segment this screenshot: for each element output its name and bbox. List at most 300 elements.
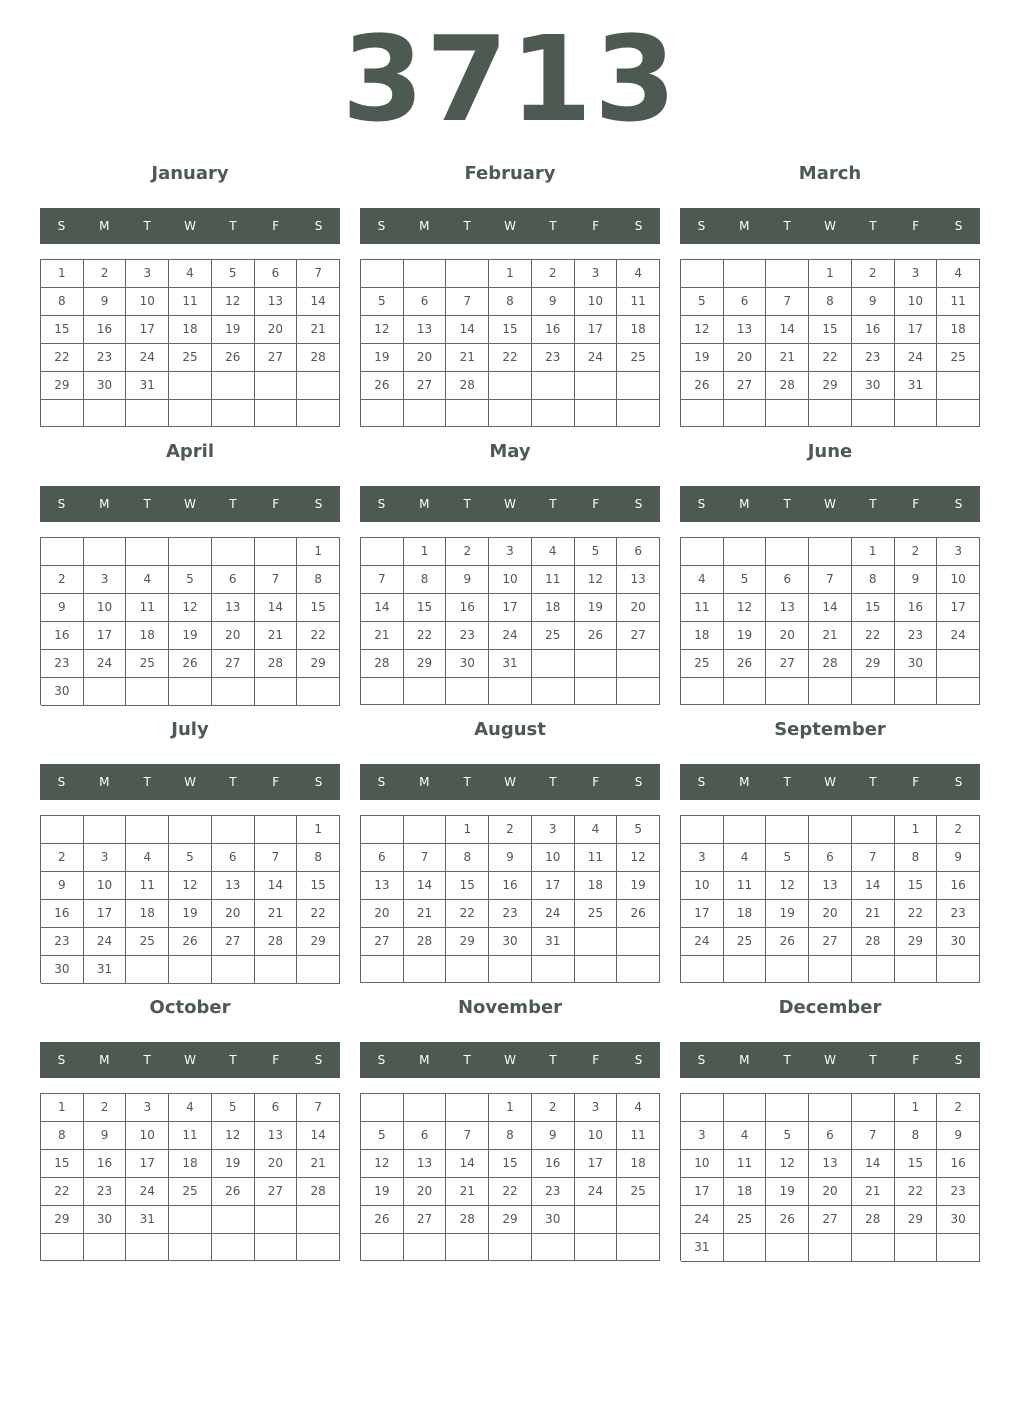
day-cell: 23 <box>84 1178 127 1206</box>
day-cell: 20 <box>809 1178 852 1206</box>
weekday-label: F <box>912 775 920 789</box>
day-cell: 23 <box>446 622 489 650</box>
day-cell: 21 <box>404 900 447 928</box>
day-cell: 2 <box>41 844 84 872</box>
empty-day-cell <box>809 400 852 427</box>
month-name: March <box>798 163 862 184</box>
day-cell: 28 <box>809 650 852 678</box>
weekday-label: F <box>592 1053 600 1067</box>
day-cell: 26 <box>681 372 724 400</box>
day-cell: 11 <box>681 594 724 622</box>
day-cell: 3 <box>575 1094 618 1122</box>
weekday-label: S <box>314 1053 323 1067</box>
day-cell: 19 <box>361 344 404 372</box>
day-grid <box>40 1093 340 1261</box>
day-grid <box>360 537 660 705</box>
day-cell: 7 <box>766 288 809 316</box>
day-cell: 10 <box>84 872 127 900</box>
empty-day-cell <box>446 400 489 427</box>
weekday-label: M <box>99 775 110 789</box>
day-cell: 17 <box>681 1178 724 1206</box>
day-cell: 15 <box>489 316 532 344</box>
day-cell: 22 <box>895 900 938 928</box>
day-cell: 9 <box>446 566 489 594</box>
empty-day-cell <box>169 1234 212 1261</box>
day-cell: 14 <box>297 288 340 316</box>
day-cell: 1 <box>489 1094 532 1122</box>
weekday-label: F <box>912 1053 920 1067</box>
weekday-label: M <box>739 775 750 789</box>
empty-day-cell <box>724 260 767 288</box>
day-cell: 2 <box>84 260 127 288</box>
day-cell: 15 <box>809 316 852 344</box>
day-cell: 9 <box>937 1122 980 1150</box>
empty-day-cell <box>532 1234 575 1261</box>
day-cell: 5 <box>361 1122 404 1150</box>
day-cell: 26 <box>575 622 618 650</box>
day-cell: 31 <box>126 1206 169 1234</box>
day-cell: 9 <box>852 288 895 316</box>
day-cell: 1 <box>297 538 340 566</box>
day-cell: 8 <box>809 288 852 316</box>
day-cell: 24 <box>84 650 127 678</box>
day-cell: 23 <box>852 344 895 372</box>
weekday-label: T <box>549 1053 557 1067</box>
empty-day-cell <box>361 538 404 566</box>
day-grid <box>40 259 340 427</box>
empty-day-cell <box>852 816 895 844</box>
empty-day-cell <box>126 538 169 566</box>
day-cell: 2 <box>84 1094 127 1122</box>
empty-day-cell <box>575 928 618 956</box>
weekday-label: W <box>504 775 516 789</box>
weekday-label: S <box>377 219 386 233</box>
day-cell: 22 <box>404 622 447 650</box>
weekday-header <box>40 1042 340 1078</box>
empty-day-cell <box>852 678 895 705</box>
day-grid <box>360 815 660 983</box>
day-cell: 22 <box>489 1178 532 1206</box>
weekday-label: W <box>184 775 196 789</box>
day-cell: 14 <box>852 872 895 900</box>
empty-day-cell <box>126 1234 169 1261</box>
weekday-label: S <box>634 1053 643 1067</box>
day-cell: 30 <box>489 928 532 956</box>
day-cell: 13 <box>404 1150 447 1178</box>
weekday-label: T <box>229 497 237 511</box>
day-grid <box>680 1093 980 1261</box>
empty-day-cell <box>766 816 809 844</box>
empty-day-cell <box>489 1234 532 1261</box>
day-cell: 11 <box>617 288 660 316</box>
day-cell: 20 <box>255 1150 298 1178</box>
day-cell: 11 <box>724 872 767 900</box>
day-cell: 8 <box>41 288 84 316</box>
day-cell: 6 <box>212 566 255 594</box>
empty-day-cell <box>212 538 255 566</box>
day-cell: 20 <box>212 900 255 928</box>
day-cell: 29 <box>895 928 938 956</box>
empty-day-cell <box>84 400 127 427</box>
empty-day-cell <box>852 400 895 427</box>
day-cell: 12 <box>361 316 404 344</box>
day-cell: 23 <box>41 928 84 956</box>
day-cell: 21 <box>255 900 298 928</box>
day-cell: 7 <box>852 1122 895 1150</box>
day-cell: 4 <box>724 1122 767 1150</box>
weekday-label: S <box>634 497 643 511</box>
day-cell: 6 <box>361 844 404 872</box>
empty-day-cell <box>766 538 809 566</box>
empty-day-cell <box>724 538 767 566</box>
day-cell: 19 <box>361 1178 404 1206</box>
empty-day-cell <box>212 956 255 984</box>
day-cell: 18 <box>169 1150 212 1178</box>
weekday-label: F <box>592 497 600 511</box>
empty-day-cell <box>724 678 767 705</box>
day-cell: 27 <box>361 928 404 956</box>
day-cell: 24 <box>681 928 724 956</box>
day-cell: 15 <box>895 872 938 900</box>
weekday-label: S <box>57 219 66 233</box>
day-cell: 13 <box>212 594 255 622</box>
day-cell: 19 <box>169 622 212 650</box>
empty-day-cell <box>575 650 618 678</box>
month-name: December <box>778 997 882 1018</box>
empty-day-cell <box>489 678 532 705</box>
day-cell: 12 <box>212 1122 255 1150</box>
weekday-label: T <box>549 219 557 233</box>
day-cell: 14 <box>297 1122 340 1150</box>
empty-day-cell <box>617 956 660 983</box>
weekday-header <box>40 208 340 244</box>
weekday-label: S <box>954 497 963 511</box>
day-cell: 3 <box>532 816 575 844</box>
day-cell: 30 <box>895 650 938 678</box>
day-cell: 10 <box>895 288 938 316</box>
weekday-label: S <box>57 497 66 511</box>
day-cell: 9 <box>41 594 84 622</box>
day-cell: 27 <box>404 1206 447 1234</box>
day-cell: 25 <box>681 650 724 678</box>
day-cell: 14 <box>766 316 809 344</box>
empty-day-cell <box>361 400 404 427</box>
day-cell: 19 <box>575 594 618 622</box>
day-cell: 9 <box>41 872 84 900</box>
day-cell: 22 <box>489 344 532 372</box>
empty-day-cell <box>361 816 404 844</box>
day-cell: 8 <box>297 566 340 594</box>
day-cell: 18 <box>617 1150 660 1178</box>
day-cell: 27 <box>255 1178 298 1206</box>
day-cell: 24 <box>681 1206 724 1234</box>
weekday-header <box>360 486 660 522</box>
weekday-label: S <box>314 775 323 789</box>
day-cell: 4 <box>617 1094 660 1122</box>
day-cell: 1 <box>41 260 84 288</box>
weekday-label: F <box>272 775 280 789</box>
weekday-header <box>360 764 660 800</box>
day-cell: 25 <box>169 344 212 372</box>
day-cell: 21 <box>361 622 404 650</box>
day-cell: 10 <box>126 288 169 316</box>
day-cell: 3 <box>575 260 618 288</box>
empty-day-cell <box>937 1234 980 1262</box>
day-cell: 9 <box>84 1122 127 1150</box>
day-cell: 16 <box>41 622 84 650</box>
day-cell: 20 <box>404 344 447 372</box>
day-cell: 11 <box>532 566 575 594</box>
empty-day-cell <box>937 650 980 678</box>
empty-day-cell <box>126 956 169 984</box>
day-cell: 19 <box>681 344 724 372</box>
day-cell: 1 <box>404 538 447 566</box>
day-cell: 20 <box>255 316 298 344</box>
empty-day-cell <box>84 816 127 844</box>
day-cell: 12 <box>169 872 212 900</box>
weekday-label: T <box>869 775 877 789</box>
empty-day-cell <box>126 678 169 706</box>
weekday-label: M <box>419 497 430 511</box>
weekday-label: T <box>463 775 471 789</box>
empty-day-cell <box>681 956 724 983</box>
day-cell: 25 <box>617 1178 660 1206</box>
day-cell: 2 <box>532 260 575 288</box>
empty-day-cell <box>681 1094 724 1122</box>
day-cell: 31 <box>489 650 532 678</box>
empty-day-cell <box>809 1094 852 1122</box>
day-cell: 18 <box>724 900 767 928</box>
day-cell: 1 <box>895 816 938 844</box>
day-cell: 21 <box>852 900 895 928</box>
day-cell: 31 <box>84 956 127 984</box>
day-cell: 10 <box>84 594 127 622</box>
day-cell: 19 <box>617 872 660 900</box>
empty-day-cell <box>212 678 255 706</box>
empty-day-cell <box>681 260 724 288</box>
day-cell: 28 <box>404 928 447 956</box>
empty-day-cell <box>532 678 575 705</box>
empty-day-cell <box>895 956 938 983</box>
day-cell: 19 <box>766 900 809 928</box>
empty-day-cell <box>212 1206 255 1234</box>
weekday-header <box>680 486 980 522</box>
day-cell: 17 <box>126 1150 169 1178</box>
empty-day-cell <box>937 372 980 400</box>
day-cell: 6 <box>404 1122 447 1150</box>
day-cell: 17 <box>575 316 618 344</box>
empty-day-cell <box>575 678 618 705</box>
day-cell: 26 <box>766 1206 809 1234</box>
empty-day-cell <box>404 1094 447 1122</box>
empty-day-cell <box>297 956 340 984</box>
day-cell: 20 <box>617 594 660 622</box>
day-cell: 31 <box>532 928 575 956</box>
weekday-label: S <box>954 775 963 789</box>
month-name: June <box>807 441 853 462</box>
day-cell: 5 <box>766 1122 809 1150</box>
empty-day-cell <box>724 956 767 983</box>
day-cell: 3 <box>489 538 532 566</box>
day-cell: 13 <box>809 872 852 900</box>
empty-day-cell <box>255 400 298 427</box>
day-cell: 30 <box>84 372 127 400</box>
day-cell: 14 <box>255 594 298 622</box>
empty-day-cell <box>169 1206 212 1234</box>
month-name: November <box>457 997 563 1018</box>
day-cell: 30 <box>41 678 84 706</box>
empty-day-cell <box>809 816 852 844</box>
day-cell: 27 <box>809 1206 852 1234</box>
day-cell: 31 <box>126 372 169 400</box>
empty-day-cell <box>532 956 575 983</box>
day-cell: 5 <box>212 1094 255 1122</box>
day-cell: 14 <box>809 594 852 622</box>
empty-day-cell <box>809 678 852 705</box>
day-cell: 14 <box>446 1150 489 1178</box>
weekday-label: M <box>419 1053 430 1067</box>
day-cell: 11 <box>937 288 980 316</box>
day-cell: 15 <box>41 1150 84 1178</box>
day-cell: 21 <box>297 316 340 344</box>
month-name: July <box>171 719 209 740</box>
empty-day-cell <box>446 1094 489 1122</box>
day-cell: 8 <box>489 288 532 316</box>
day-cell: 25 <box>532 622 575 650</box>
day-cell: 12 <box>575 566 618 594</box>
day-cell: 20 <box>724 344 767 372</box>
day-cell: 7 <box>361 566 404 594</box>
day-cell: 8 <box>895 844 938 872</box>
weekday-label: T <box>869 219 877 233</box>
day-cell: 22 <box>297 900 340 928</box>
day-cell: 11 <box>126 872 169 900</box>
day-cell: 18 <box>126 622 169 650</box>
day-cell: 9 <box>489 844 532 872</box>
day-cell: 28 <box>446 1206 489 1234</box>
day-cell: 24 <box>126 1178 169 1206</box>
day-cell: 4 <box>617 260 660 288</box>
day-cell: 12 <box>169 594 212 622</box>
day-cell: 16 <box>532 1150 575 1178</box>
weekday-label: W <box>504 219 516 233</box>
day-cell: 5 <box>617 816 660 844</box>
day-cell: 23 <box>937 1178 980 1206</box>
day-cell: 23 <box>937 900 980 928</box>
day-cell: 20 <box>361 900 404 928</box>
day-cell: 26 <box>169 928 212 956</box>
empty-day-cell <box>41 400 84 427</box>
day-cell: 2 <box>489 816 532 844</box>
weekday-label: S <box>377 497 386 511</box>
day-cell: 16 <box>895 594 938 622</box>
day-cell: 25 <box>575 900 618 928</box>
empty-day-cell <box>852 1094 895 1122</box>
empty-day-cell <box>724 400 767 427</box>
day-cell: 3 <box>937 538 980 566</box>
day-cell: 11 <box>126 594 169 622</box>
day-cell: 1 <box>41 1094 84 1122</box>
day-cell: 1 <box>809 260 852 288</box>
empty-day-cell <box>895 1234 938 1262</box>
day-cell: 21 <box>766 344 809 372</box>
day-cell: 25 <box>724 928 767 956</box>
day-cell: 24 <box>84 928 127 956</box>
weekday-label: W <box>184 497 196 511</box>
day-cell: 28 <box>255 928 298 956</box>
empty-day-cell <box>169 400 212 427</box>
empty-day-cell <box>766 400 809 427</box>
day-cell: 5 <box>361 288 404 316</box>
day-cell: 25 <box>937 344 980 372</box>
day-cell: 2 <box>41 566 84 594</box>
weekday-label: W <box>824 775 836 789</box>
day-cell: 13 <box>724 316 767 344</box>
day-cell: 17 <box>84 622 127 650</box>
day-cell: 23 <box>532 1178 575 1206</box>
empty-day-cell <box>617 1234 660 1261</box>
empty-day-cell <box>169 372 212 400</box>
empty-day-cell <box>724 1094 767 1122</box>
day-cell: 17 <box>489 594 532 622</box>
day-cell: 12 <box>361 1150 404 1178</box>
day-cell: 29 <box>297 928 340 956</box>
empty-day-cell <box>937 400 980 427</box>
day-cell: 8 <box>489 1122 532 1150</box>
weekday-header <box>40 486 340 522</box>
day-cell: 18 <box>169 316 212 344</box>
day-cell: 8 <box>446 844 489 872</box>
day-cell: 16 <box>852 316 895 344</box>
day-cell: 16 <box>532 316 575 344</box>
empty-day-cell <box>297 1234 340 1261</box>
day-cell: 12 <box>617 844 660 872</box>
day-cell: 27 <box>212 928 255 956</box>
day-cell: 7 <box>255 844 298 872</box>
day-cell: 25 <box>126 928 169 956</box>
weekday-label: M <box>419 775 430 789</box>
weekday-label: W <box>824 497 836 511</box>
weekday-label: T <box>783 1053 791 1067</box>
day-cell: 15 <box>297 872 340 900</box>
empty-day-cell <box>212 372 255 400</box>
weekday-label: S <box>697 1053 706 1067</box>
day-cell: 25 <box>169 1178 212 1206</box>
day-cell: 7 <box>297 260 340 288</box>
day-cell: 5 <box>169 844 212 872</box>
day-cell: 11 <box>724 1150 767 1178</box>
empty-day-cell <box>84 538 127 566</box>
weekday-label: T <box>783 497 791 511</box>
weekday-label: M <box>739 497 750 511</box>
day-cell: 10 <box>532 844 575 872</box>
day-cell: 9 <box>532 1122 575 1150</box>
empty-day-cell <box>937 956 980 983</box>
day-cell: 29 <box>446 928 489 956</box>
day-cell: 24 <box>575 1178 618 1206</box>
weekday-label: S <box>377 1053 386 1067</box>
day-cell: 21 <box>297 1150 340 1178</box>
day-cell: 16 <box>41 900 84 928</box>
day-cell: 23 <box>895 622 938 650</box>
weekday-label: T <box>463 219 471 233</box>
day-cell: 4 <box>724 844 767 872</box>
empty-day-cell <box>361 1094 404 1122</box>
weekday-label: T <box>869 1053 877 1067</box>
weekday-label: M <box>419 219 430 233</box>
empty-day-cell <box>361 260 404 288</box>
day-cell: 12 <box>766 1150 809 1178</box>
